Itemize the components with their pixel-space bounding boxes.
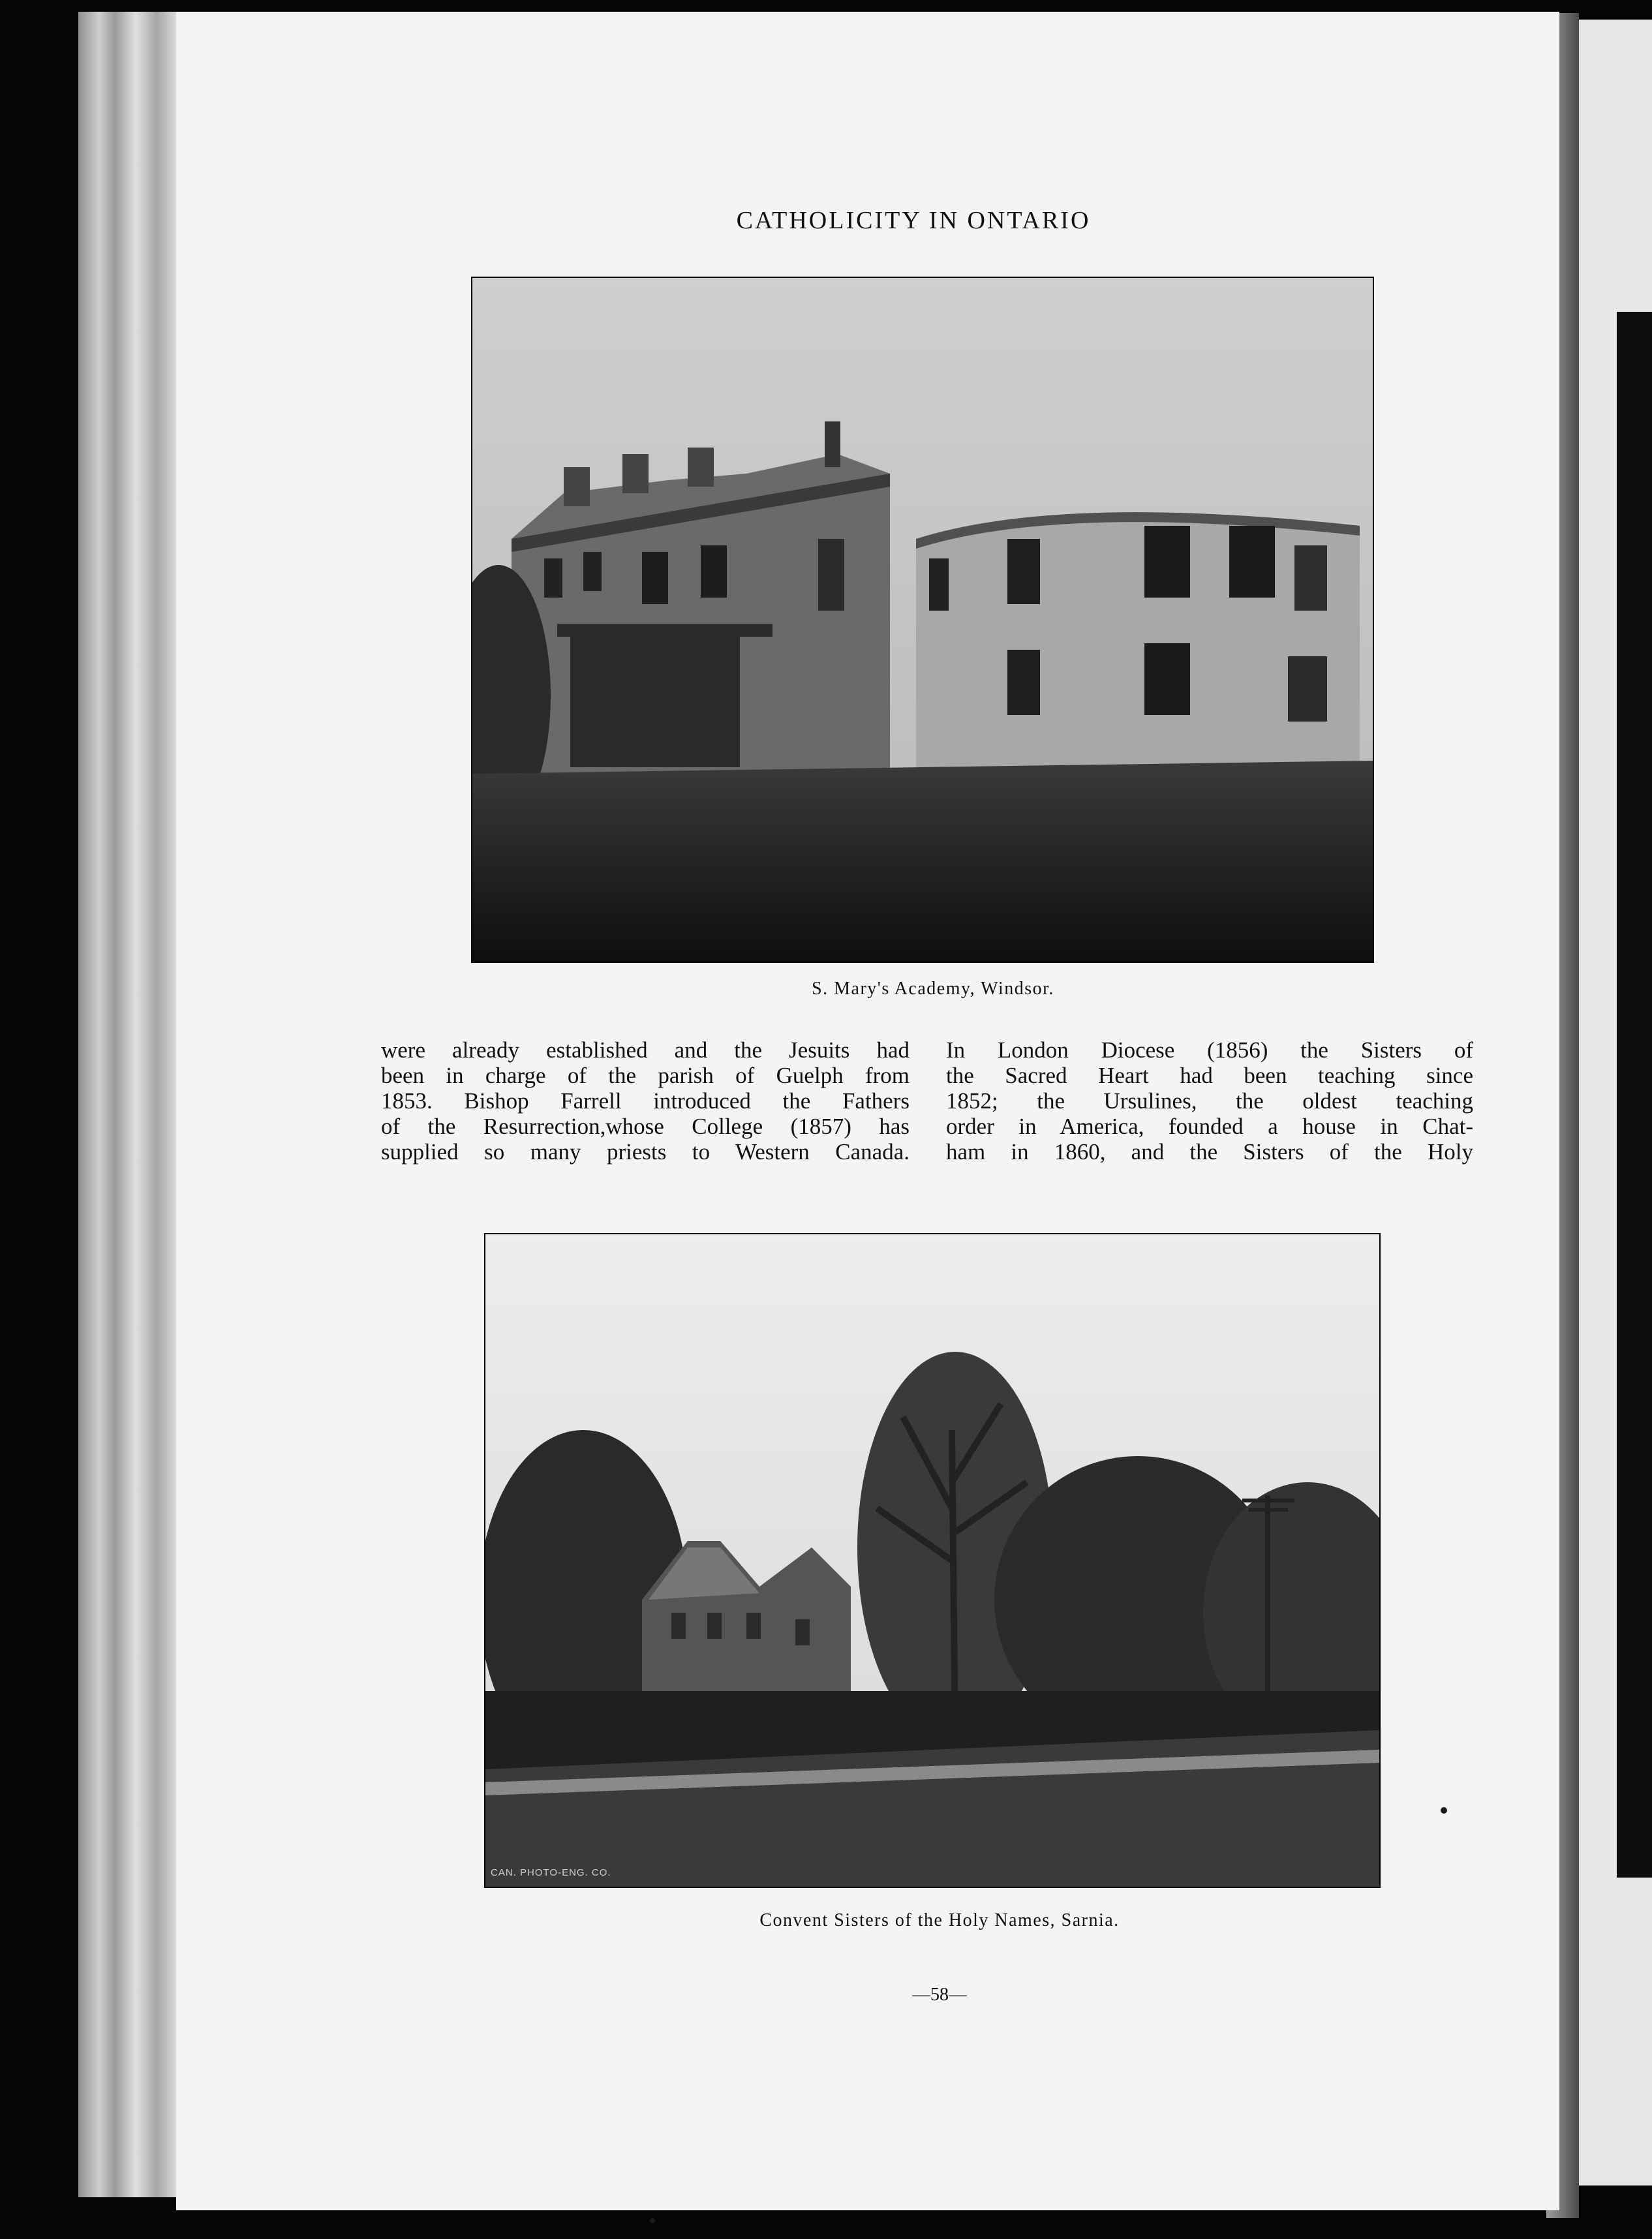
text-line: 1852; the Ursulines, the oldest teaching (946, 1088, 1473, 1114)
text-column-left (381, 1037, 910, 1165)
text-line: the Sacred Heart had been teaching since (946, 1063, 1473, 1088)
figure-caption: Convent Sisters of the Holy Names, Sarnia. (759, 1910, 1120, 1930)
academy-photo-image (472, 278, 1373, 962)
page-number: —58— (912, 1985, 967, 2005)
text-line: been in charge of the parish of Guelph from (381, 1063, 910, 1088)
photo-st-marys-academy (471, 277, 1374, 963)
running-title: CATHOLICITY IN ONTARIO (736, 207, 1091, 234)
text-column-right (946, 1037, 1473, 1165)
text-line: 1853. Bishop Farrell introduced the Fathers (381, 1088, 910, 1114)
convent-photo-image (485, 1234, 1379, 1887)
text-line: supplied so many priests to Western Canada. (381, 1139, 910, 1165)
text-line: of the Resurrection,whose College (1857) has (381, 1114, 910, 1139)
ink-speck (1441, 1807, 1447, 1814)
facing-page-photo-edge (1617, 312, 1652, 1878)
page-edges (78, 12, 183, 2197)
text-line: In London Diocese (1856) the Sisters of (946, 1037, 1473, 1063)
engraver-credit: CAN. PHOTO-ENG. CO. (491, 1867, 611, 1878)
photo-convent-sarnia (484, 1233, 1381, 1888)
text-line: ham in 1860, and the Sisters of the Holy (946, 1139, 1473, 1165)
ink-speck (650, 2218, 655, 2223)
figure-caption: S. Mary's Academy, Windsor. (812, 979, 1054, 999)
text-line: were already established and the Jesuits had (381, 1037, 910, 1063)
text-line: order in America, founded a house in Chat- (946, 1114, 1473, 1139)
